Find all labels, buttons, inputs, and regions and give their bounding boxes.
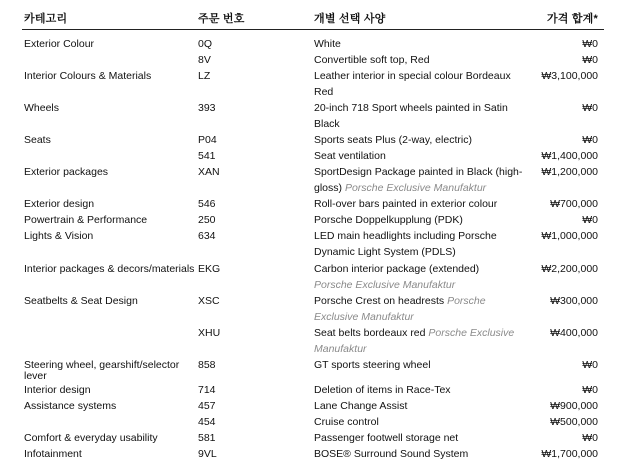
row-code: P04 [198, 134, 217, 146]
row-option-text: Seat belts bordeaux red [314, 327, 426, 339]
row-option-text: SportDesign Package painted in Black (high-gloss) [314, 166, 523, 194]
row-option [314, 414, 526, 430]
header-category: 카테고리 [24, 13, 68, 25]
row-code: XSC [198, 295, 220, 307]
row-code: 581 [198, 432, 216, 444]
row-code: XAN [198, 166, 220, 178]
row-price: ₩1,200,000 [541, 166, 598, 178]
row-price: ₩0 [582, 214, 598, 226]
row-category: Steering wheel, gearshift/selector lever [24, 359, 180, 382]
row-option-text: 20-inch 718 Sport wheels painted in Satin Black [314, 102, 508, 130]
row-category: Wheels [24, 102, 60, 114]
row-price: ₩0 [582, 432, 598, 444]
row-price: ₩500,000 [550, 416, 598, 428]
row-code: 457 [198, 400, 216, 412]
row-option [314, 293, 526, 325]
row-option-text: Passenger footwell storage net [314, 432, 459, 444]
row-price: ₩0 [582, 54, 598, 66]
row-category: Seatbelts & Seat Design [24, 295, 138, 307]
row-category: Infotainment [24, 448, 82, 460]
row-price: ₩700,000 [550, 198, 598, 210]
row-option [314, 398, 526, 414]
row-price: ₩300,000 [550, 295, 598, 307]
row-category: Interior Colours & Materials [24, 70, 152, 82]
row-option [314, 261, 526, 293]
row-category: Exterior packages [24, 166, 109, 178]
row-price: ₩0 [582, 102, 598, 114]
row-option [314, 382, 526, 398]
row-code: 714 [198, 384, 216, 396]
header-order-code: 주문 번호 [198, 13, 245, 25]
row-code: 250 [198, 214, 216, 226]
row-option [314, 148, 526, 164]
row-code: 393 [198, 102, 216, 114]
row-category: Exterior design [24, 198, 95, 210]
row-option-text: LED main headlights including Porsche Dynamic Light System (PDLS) [314, 230, 497, 258]
row-price: ₩400,000 [550, 327, 598, 339]
row-option [314, 196, 526, 212]
header-divider [22, 29, 604, 30]
row-code: 454 [198, 416, 216, 428]
row-option [314, 212, 526, 228]
row-code: 858 [198, 359, 216, 371]
row-code: XHU [198, 327, 221, 339]
row-option-text: Porsche Doppelkupplung (PDK) [314, 214, 463, 226]
row-price: ₩0 [582, 384, 598, 396]
row-code: 546 [198, 198, 216, 210]
row-code: 8V [198, 54, 211, 66]
row-price: ₩1,700,000 [541, 448, 598, 460]
row-price: ₩3,100,000 [541, 70, 598, 82]
row-category: Lights & Vision [24, 230, 94, 242]
row-option-text: Deletion of items in Race-Tex [314, 384, 451, 396]
row-option [314, 100, 526, 132]
row-option-text: Leather interior in special colour Bordeaux Red [314, 70, 511, 98]
row-option-text: BOSE® Surround Sound System [314, 448, 469, 460]
row-option-text: Lane Change Assist [314, 400, 408, 412]
row-option [314, 325, 526, 357]
row-option-text: GT sports steering wheel [314, 359, 431, 371]
header-price: 가격 합계* [546, 13, 598, 25]
row-price: ₩0 [582, 359, 598, 371]
row-code: 634 [198, 230, 216, 242]
row-code: 0Q [198, 38, 213, 50]
row-option [314, 68, 526, 100]
row-option-text: Seat ventilation [314, 150, 386, 162]
header-option: 개별 선택 사양 [314, 13, 386, 25]
row-category: Exterior Colour [24, 38, 95, 50]
row-category: Interior design [24, 384, 91, 396]
row-option [314, 52, 526, 68]
row-option [314, 446, 526, 462]
row-price: ₩0 [582, 134, 598, 146]
row-option [314, 228, 526, 260]
row-category: Assistance systems [24, 400, 117, 412]
row-option-text: Sports seats Plus (2-way, electric) [314, 134, 472, 146]
row-option-text: White [314, 38, 341, 50]
row-option-note: Porsche Exclusive Manufaktur [314, 279, 456, 291]
row-option-note: Porsche Exclusive Manufaktur [314, 327, 515, 355]
row-option-text: Roll-over bars painted in exterior colour [314, 198, 498, 210]
row-price: ₩1,400,000 [541, 150, 598, 162]
row-price: ₩0 [582, 38, 598, 50]
row-price: ₩1,000,000 [541, 230, 598, 242]
row-option [314, 164, 526, 196]
row-category: Interior packages & decors/materials [24, 263, 195, 275]
row-option [314, 36, 526, 52]
row-code: EKG [198, 263, 221, 275]
row-category: Comfort & everyday usability [24, 432, 158, 444]
row-price: ₩900,000 [550, 400, 598, 412]
row-option-text: Convertible soft top, Red [314, 54, 430, 66]
row-code: 541 [198, 150, 216, 162]
row-option [314, 357, 526, 373]
row-option-note: Porsche Exclusive Manufaktur [344, 182, 487, 194]
row-category: Powertrain & Performance [24, 214, 148, 226]
row-code: 9VL [198, 448, 217, 460]
row-option-note: Porsche Exclusive Manufaktur [314, 295, 486, 323]
row-option [314, 430, 526, 446]
row-code: LZ [198, 70, 211, 82]
row-option-text: Carbon interior package (extended) [314, 263, 480, 275]
row-option-text: Porsche Crest on headrests [314, 295, 445, 307]
row-price: ₩2,200,000 [541, 263, 598, 275]
row-option-text: Cruise control [314, 416, 379, 428]
row-option [314, 132, 526, 148]
row-category: Seats [24, 134, 51, 146]
